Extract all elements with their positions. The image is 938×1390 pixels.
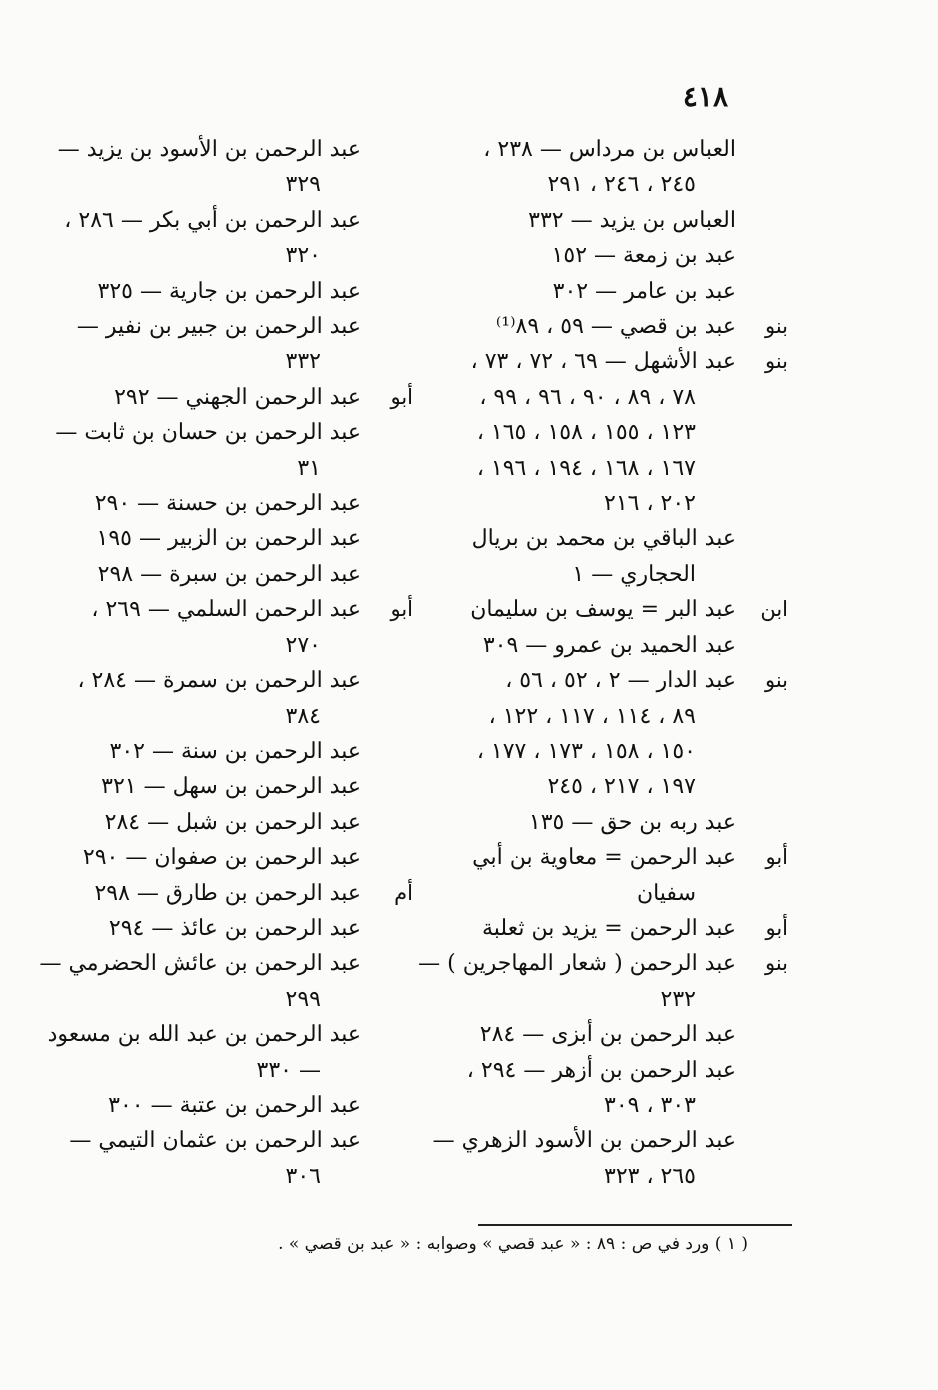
entry-body (39, 946, 361, 1017)
entry-continuation-line: ٣٢٠ (285, 243, 321, 269)
entry-body (418, 946, 736, 1017)
entry-body (64, 203, 361, 274)
entry-prefix (361, 840, 413, 875)
entry-prefix (361, 1017, 413, 1088)
entry-prefix (361, 1123, 413, 1194)
entry-prefix (361, 911, 413, 946)
footnote: ( ١ ) ورد في ص : ٨٩ : « عبد قصي » وصوابه : « عبد بن قصي » . (278, 1234, 748, 1254)
index-entry (94, 876, 413, 911)
index-entry (98, 521, 413, 556)
entry-heading-line: عبد الرحمن بن أزهر — ٢٩٤ ، (466, 1057, 736, 1083)
entry-continuation-line: ٢٧٠ (285, 632, 321, 658)
entry-body (77, 663, 361, 734)
index-entry (468, 1017, 788, 1052)
index-entry (98, 557, 413, 592)
entry-continuation-line: ١٩٧ ، ٢١٧ ، ٢٤٥ (547, 774, 696, 800)
entry-continuation-line: ١٥٠ ، ١٥٨ ، ١٧٣ ، ١٧٧ ، (476, 738, 696, 764)
entry-prefix: أم (394, 880, 413, 905)
entry-prefix (361, 946, 413, 1017)
index-entry (98, 805, 413, 840)
entry-continuation-line: ٢٦٥ ، ٣٢٣ (604, 1163, 696, 1189)
entry-body (468, 344, 736, 521)
entry-prefix (361, 769, 413, 804)
entry-heading-line: عبد الرحمن بن أبزى — ٢٨٤ (479, 1022, 736, 1048)
entry-prefix: بنو (764, 668, 788, 693)
entry-prefix (736, 521, 788, 592)
footnote-divider (478, 1224, 792, 1226)
entry-body (48, 1017, 361, 1088)
index-entry (77, 663, 413, 734)
entry-heading-line: عبد البر = يوسف بن سليمان (470, 597, 736, 623)
entry-prefix (361, 663, 413, 734)
entry-body (468, 203, 736, 238)
entry-body (468, 309, 736, 344)
entry-heading-line: عبد الرحمن بن عبد الله بن مسعود (47, 1022, 361, 1048)
entry-body (98, 734, 361, 769)
index-entry (468, 203, 788, 238)
index-entry (98, 734, 413, 769)
entry-body (98, 805, 361, 840)
entry-continuation-line: ٣٠٣ ، ٣٠٩ (604, 1092, 696, 1118)
entry-continuation-line: سفيان (636, 880, 696, 906)
index-entry (98, 380, 413, 415)
entry-heading-line: عبد ربه بن حق — ١٣٥ (528, 809, 736, 835)
entry-heading-line: عبد الرحمن بن سبرة — ٢٩٨ (97, 561, 361, 587)
entry-heading-line: عبد الرحمن بن عثمان التيمي — (69, 1128, 361, 1154)
entry-heading-line: عبد الرحمن بن الزبير — ١٩٥ (96, 526, 361, 552)
entry-body (98, 911, 361, 946)
entry-heading-line: عبد الرحمن بن عائذ — ٢٩٤ (108, 915, 361, 941)
index-entry (64, 203, 413, 274)
entry-body (468, 840, 736, 911)
index-entry (91, 592, 413, 663)
entry-heading-line: عبد الأشهل — ٦٩ ، ٧٢ ، ٧٣ ، (470, 349, 736, 375)
entry-heading-line: عبد الرحمن بن صفوان — ٢٩٠ (82, 845, 361, 871)
index-entry (468, 663, 788, 805)
index-entry (98, 769, 413, 804)
entry-continuation-line: ٣٢٩ (285, 172, 321, 198)
entry-heading-line: عبد الرحمن بن جارية — ٣٢٥ (97, 278, 361, 304)
entry-heading-line: عبد بن قصي — ٥٩ ، ٨٩⁽¹⁾ (495, 314, 736, 340)
entry-heading-line: عبد الرحمن بن الأسود بن يزيد — (57, 137, 361, 162)
entry-body (55, 415, 361, 486)
index-entry (468, 911, 788, 946)
entry-continuation-line: ٢٣٢ (660, 986, 696, 1012)
entry-prefix (736, 203, 788, 238)
entry-continuation-line: ٢٠٢ ، ٢١٦ (604, 491, 696, 517)
entry-body (98, 557, 361, 592)
entry-body (95, 486, 361, 521)
index-entry (468, 1053, 788, 1124)
entry-prefix: أبو (390, 384, 413, 409)
index-entry (47, 1017, 413, 1088)
entry-continuation-line: ٢٤٥ ، ٢٤٦ ، ٢٩١ (547, 172, 696, 198)
entry-continuation-line: الحجاري — ١ (572, 561, 696, 587)
index-entry (94, 486, 413, 521)
entry-prefix: بنو (764, 349, 788, 374)
entry-prefix (361, 486, 413, 521)
index-entry (98, 274, 413, 309)
entry-body (433, 1123, 736, 1194)
entry-heading-line: عبد الرحمن بن عتبة — ٣٠٠ (108, 1092, 361, 1118)
index-entry (82, 840, 413, 875)
entry-heading-line: عبد بن زمعة — ١٥٢ (551, 243, 736, 269)
entry-body (468, 238, 736, 273)
entry-prefix: أبو (765, 845, 788, 870)
index-entry (432, 1123, 788, 1194)
entry-body (98, 380, 361, 415)
index-entry (98, 911, 413, 946)
entry-heading-line: عبد الرحمن ( شعار المهاجرين ) — (418, 951, 736, 977)
entry-body (94, 876, 361, 911)
entry-heading-line: عبد الحميد بن عمرو — ٣٠٩ (482, 632, 736, 658)
entry-prefix (361, 557, 413, 592)
entry-prefix: بنو (764, 314, 788, 339)
index-entry (468, 132, 788, 203)
entry-body (468, 628, 736, 663)
entry-prefix (736, 274, 788, 309)
entry-body (468, 1017, 736, 1052)
entry-body (467, 1053, 736, 1124)
entry-prefix (736, 238, 788, 273)
entry-body (77, 309, 361, 380)
entry-prefix (361, 309, 413, 380)
entry-heading-line: العباس بن مرداس — ٢٣٨ ، (483, 137, 736, 162)
page-number: ٤١٨ (682, 80, 728, 113)
index-entry (468, 628, 788, 663)
entry-body (468, 274, 736, 309)
index-entry (69, 1123, 413, 1194)
entry-heading-line: عبد الرحمن بن سهل — ٣٢١ (101, 774, 361, 800)
entry-prefix: بنو (764, 951, 788, 976)
index-entry (39, 946, 413, 1017)
entry-body (98, 274, 361, 309)
entry-continuation-line: ٧٨ ، ٨٩ ، ٩٠ ، ٩٦ ، ٩٩ ، (479, 384, 696, 410)
index-entry (468, 521, 788, 592)
index-column-left (39, 132, 413, 1194)
entry-prefix: ابن (760, 597, 788, 622)
entry-body (91, 592, 361, 663)
index-entry (418, 946, 788, 1017)
entry-prefix (736, 1123, 788, 1194)
entry-body (69, 1123, 361, 1194)
entry-prefix (736, 628, 788, 663)
entry-prefix (736, 132, 788, 203)
entry-continuation-line: ٨٩ ، ١١٤ ، ١١٧ ، ١٢٢ ، (488, 703, 696, 729)
entry-body (468, 805, 736, 840)
index-entry (468, 344, 788, 521)
entry-prefix (361, 734, 413, 769)
entry-heading-line: عبد الرحمن بن شبل — ٢٨٤ (104, 809, 361, 835)
entry-continuation-line: ١٦٧ ، ١٦٨ ، ١٩٤ ، ١٩٦ ، (476, 455, 696, 481)
entry-prefix (361, 805, 413, 840)
index-entry (468, 840, 788, 911)
index-entry (98, 1088, 413, 1123)
index-entry (57, 132, 413, 203)
entry-continuation-line: ١٢٣ ، ١٥٥ ، ١٥٨ ، ١٦٥ ، (476, 420, 696, 446)
index-column-right (418, 132, 788, 1194)
entry-continuation-line: ٣٣٢ (285, 349, 321, 375)
entry-continuation-line: ٢٩٩ (285, 986, 321, 1012)
entry-prefix (736, 1053, 788, 1124)
entry-heading-line: عبد الرحمن بن أبي بكر — ٢٨٦ ، (64, 207, 361, 233)
entry-heading-line: عبد بن عامر — ٣٠٢ (552, 278, 736, 304)
entry-prefix (361, 1088, 413, 1123)
entry-body (468, 592, 736, 627)
entry-continuation-line: ٣٠٦ (285, 1163, 321, 1189)
entry-heading-line: عبد الباقي بن محمد بن بريال (471, 526, 736, 552)
index-entry (55, 415, 413, 486)
index-entry (468, 592, 788, 627)
entry-prefix (361, 132, 413, 203)
entry-heading-line: عبد الرحمن السلمي — ٢٦٩ ، (91, 597, 361, 623)
entry-prefix (736, 805, 788, 840)
entry-prefix (361, 521, 413, 556)
index-entry (76, 309, 413, 380)
entry-body (98, 1088, 361, 1123)
entry-body (468, 911, 736, 946)
entry-body (98, 769, 361, 804)
entry-body (58, 132, 361, 203)
entry-body (468, 663, 736, 805)
entry-heading-line: عبد الرحمن الجهني — ٢٩٢ (114, 384, 361, 410)
entry-prefix (736, 1017, 788, 1052)
entry-prefix (361, 415, 413, 486)
entry-heading-line: عبد الرحمن = معاوية بن أبي (472, 845, 736, 871)
entry-continuation-line: ٣٨٤ (285, 703, 321, 729)
index-entry (468, 274, 788, 309)
entry-heading-line: عبد الرحمن بن الأسود الزهري — (432, 1128, 736, 1154)
index-entry (468, 309, 788, 344)
entry-body (97, 521, 361, 556)
entry-body (468, 521, 736, 592)
entry-heading-line: عبد الرحمن بن حسان بن ثابت — (55, 420, 361, 446)
entry-heading-line: عبد الرحمن بن سمرة — ٢٨٤ ، (77, 668, 361, 694)
entry-heading-line: عبد الرحمن بن جبير بن نفير — (76, 314, 361, 340)
entry-continuation-line: — ٣٣٠ (256, 1057, 321, 1083)
entry-heading-line: العباس بن يزيد — ٣٣٢ (528, 207, 736, 233)
entry-prefix (361, 203, 413, 274)
index-entry (468, 238, 788, 273)
entry-heading-line: عبد الرحمن بن حسنة — ٢٩٠ (94, 491, 361, 517)
entry-heading-line: عبد الدار — ٢ ، ٥٢ ، ٥٦ ، (505, 668, 736, 694)
entry-continuation-line: ٣١ (297, 455, 321, 481)
entry-heading-line: عبد الرحمن بن طارق — ٢٩٨ (94, 880, 361, 906)
entry-prefix: أبو (765, 915, 788, 940)
entry-body (83, 840, 361, 875)
entry-heading-line: عبد الرحمن = يزيد بن ثعلبة (482, 915, 736, 941)
entry-body (468, 132, 736, 203)
entry-prefix (361, 274, 413, 309)
entry-prefix: أبو (390, 597, 413, 622)
entry-heading-line: عبد الرحمن بن عائش الحضرمي — (39, 951, 361, 977)
entry-heading-line: عبد الرحمن بن سنة — ٣٠٢ (109, 738, 361, 764)
index-entry (468, 805, 788, 840)
